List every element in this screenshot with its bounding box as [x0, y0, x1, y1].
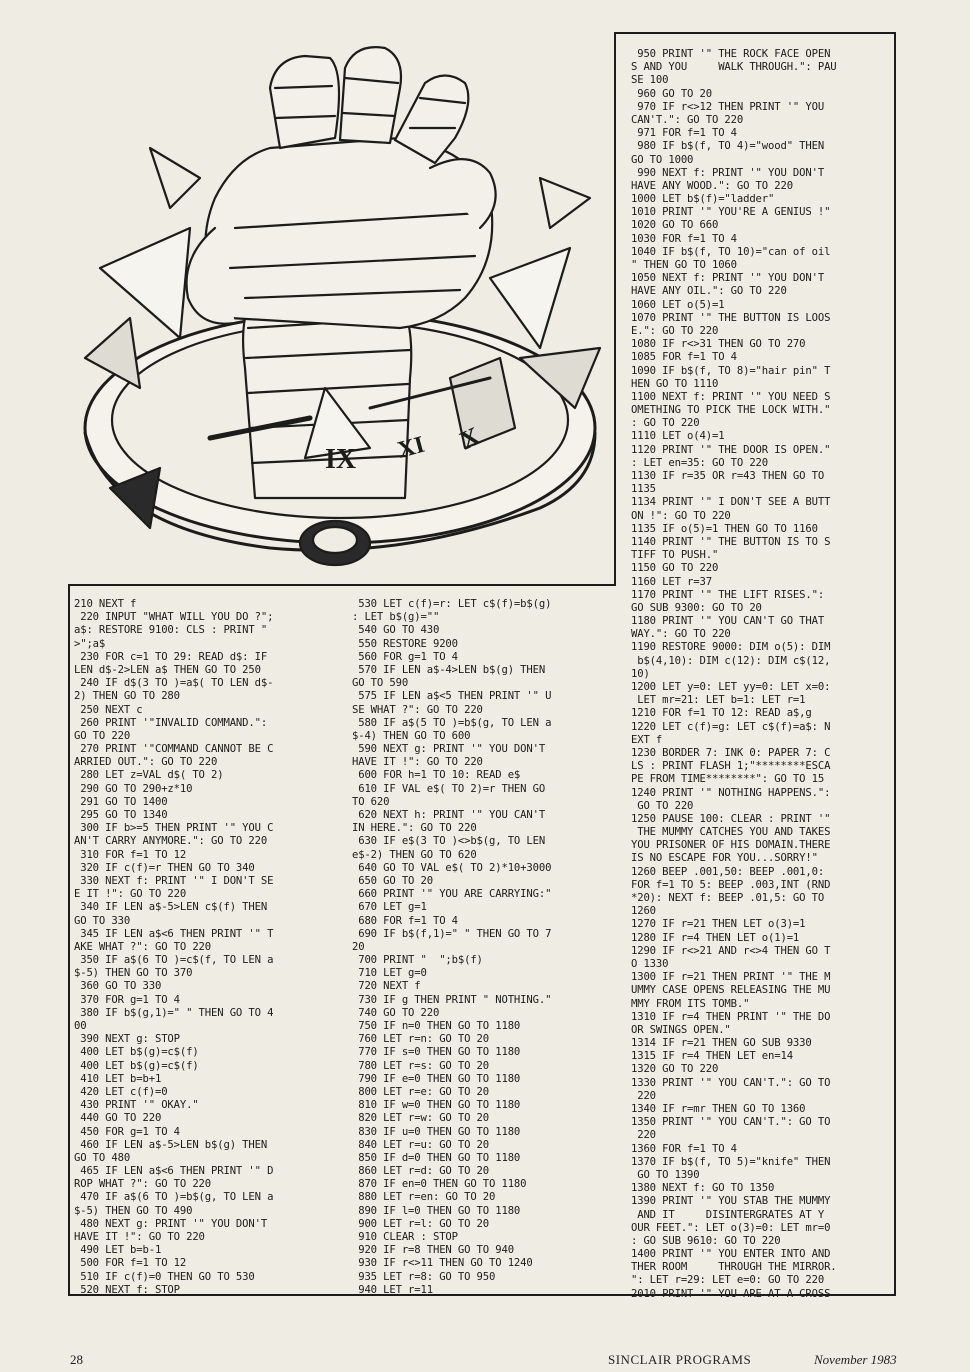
magazine-title: SINCLAIR PROGRAMS	[608, 1352, 752, 1367]
listing-column-middle: 530 LET c(f)=r: LET c$(f)=b$(g) : LET b$(g)="" 540 GO TO 430 550 RESTORE 9200 560 FOR g=1 TO 4 570 IF LEN a$-4>LEN b$(g) THEN GO TO 590 575 IF LEN a$<5 THEN PRINT '" U SE WHAT ?": GO TO 220 580 IF a$(5 TO )=b$(g, TO LEN a $-4) THEN GO TO 600 590 NEXT g: PRINT '" YOU DON'T HAVE IT !": GO TO 220 600 FOR h=1 TO 10: READ e$ 610 IF VAL e$( TO 2)=r THEN GO TO 620 620 NEXT h: PRINT '" YOU CAN'T IN HERE.": GO TO 220 630 IF e$(3 TO )<>b$(g, TO LEN e$-2) THEN GO TO 620 640 GO TO VAL e$( TO 2)*10+3000 650 GO TO 20 660 PRINT '" YOU ARE CARRYING:" 670 LET g=1 680 FOR f=1 TO 4 690 IF b$(f,1)=" " THEN GO TO 7 20 700 PRINT " ";b$(f) 710 LET g=0 720 NEXT f 730 IF g THEN PRINT " NOTHING." 740 GO TO 220 750 IF n=0 THEN GO TO 1180 760 LET r=n: GO TO 20 770 IF s=0 THEN GO TO 1180 780 LET r=s: GO TO 20 790 IF e=0 THEN GO TO 1180 800 LET r=e: GO TO 20 810 IF w=0 THEN GO TO 1180 820 LET r=w: GO TO 20 830 IF u=0 THEN GO TO 1180 840 LET r=u: GO TO 20 850 IF d=0 THEN GO TO 1180 860 LET r=d: GO TO 20 870 IF en=0 THEN GO TO 1180 880 LET r=en: GO TO 20 890 IF l=0 THEN GO TO 1180 900 LET r=l: GO TO 20 910 CLEAR : STOP 920 IF r=8 THEN GO TO 940 930 IF r<>11 THEN GO TO 1240 935 LET r=8: GO TO 950 940 LET r=11	[352, 598, 552, 1296]
numeral-ix: IX	[325, 444, 357, 475]
numeral-xi: XI	[394, 431, 428, 464]
frame-right	[894, 32, 896, 1296]
numeral-x: X	[455, 421, 485, 456]
listing-column-left: 210 NEXT f 220 INPUT "WHAT WILL YOU DO ?"; a$: RESTORE 9100: CLS : PRINT " >";a$ 230 FOR c=1 TO 29: READ d$: IF LEN d$-2>LEN a$ THEN GO TO 250 240 IF d$(3 TO )=a$( TO LEN d$- 2) THEN GO TO 280 250 NEXT c 260 PRINT '"INVALID COMMAND.": GO TO 220 270 PRINT '"COMMAND CANNOT BE C ARRIED OUT.": GO TO 220 280 LET z=VAL d$( TO 2) 290 GO TO 290+z*10 291 GO TO 1400 295 GO TO 1340 300 IF b>=5 THEN PRINT '" YOU C AN'T CARRY ANYMORE.": GO TO 220 310 FOR f=1 TO 12 320 IF c(f)=r THEN GO TO 340 330 NEXT f: PRINT '" I DON'T SE E IT !": GO TO 220 340 IF LEN a$-5>LEN c$(f) THEN GO TO 330 345 IF LEN a$<6 THEN PRINT '" T AKE WHAT ?": GO TO 220 350 IF a$(6 TO )=c$(f, TO LEN a $-5) THEN GO TO 370 360 GO TO 330 370 FOR g=1 TO 4 380 IF b$(g,1)=" " THEN GO TO 4 00 390 NEXT g: STOP 400 LET b$(g)=c$(f) 400 LET b$(g)=c$(f) 410 LET b=b+1 420 LET c(f)=0 430 PRINT '" OKAY." 440 GO TO 220 450 FOR g=1 TO 4 460 IF LEN a$-5>LEN b$(g) THEN GO TO 480 465 IF LEN a$<6 THEN PRINT '" D ROP WHAT ?": GO TO 220 470 IF a$(6 TO )=b$(g, TO LEN a $-5) THEN GO TO 490 480 NEXT g: PRINT '" YOU DON'T HAVE IT !": GO TO 220 490 LET b=b-1 500 FOR f=1 TO 12 510 IF c(f)=0 THEN GO TO 530 520 NEXT f: STOP	[74, 598, 274, 1296]
page-number: 28	[70, 1352, 83, 1367]
mummy-hand-clock-illustration	[70, 28, 610, 588]
frame-left	[68, 584, 70, 1296]
issue-date: November 1983	[814, 1352, 897, 1367]
frame-divider-vertical	[614, 32, 616, 585]
frame-top-right	[614, 32, 896, 34]
frame-divider-horizontal	[68, 584, 616, 586]
listing-column-right: 950 PRINT '" THE ROCK FACE OPEN S AND YOU WALK THROUGH.": PAU SE 100 960 GO TO 20 970 IF r<>12 THEN PRINT '" YOU CAN'T.": GO TO 220 971 FOR f=1 TO 4 980 IF b$(f, TO 4)="wood" THEN GO TO 1000 990 NEXT f: PRINT '" YOU DON'T HAVE ANY WOOD.": GO TO 220 1000 LET b$(f)="ladder" 1010 PRINT '" YOU'RE A GENIUS !" 1020 GO TO 660 1030 FOR f=1 TO 4 1040 IF b$(f, TO 10)="can of oil " THEN GO TO 1060 1050 NEXT f: PRINT '" YOU DON'T HAVE ANY OIL.": GO TO 220 1060 LET o(5)=1 1070 PRINT '" THE BUTTON IS LOOS E.": GO TO 220 1080 IF r<>31 THEN GO TO 270 1085 FOR f=1 TO 4 1090 IF b$(f, TO 8)="hair pin" T HEN GO TO 1110 1100 NEXT f: PRINT '" YOU NEED S OMETHING TO PICK THE LOCK WITH." : GO TO 220 1110 LET o(4)=1 1120 PRINT '" THE DOOR IS OPEN." : LET en=35: GO TO 220 1130 IF r=35 OR r=43 THEN GO TO 1135 1134 PRINT '" I DON'T SEE A BUTT ON !": GO TO 220 1135 IF o(5)=1 THEN GO TO 1160 1140 PRINT '" THE BUTTON IS TO S TIFF TO PUSH." 1150 GO TO 220 1160 LET r=37 1170 PRINT '" THE LIFT RISES.": GO SUB 9300: GO TO 20 1180 PRINT '" YOU CAN'T GO THAT WAY.": GO TO 220 1190 RESTORE 9000: DIM o(5): DIM b$(4,10): DIM c(12): DIM c$(12, 10) 1200 LET y=0: LET yy=0: LET x=0: LET mr=21: LET b=1: LET r=1 1210 FOR f=1 TO 12: READ a$,g 1220 LET c(f)=g: LET c$(f)=a$: N EXT f 1230 BORDER 7: INK 0: PAPER 7: C LS : PRINT FLASH 1;"********ESCA PE FROM TIME********": GO TO 15 1240 PRINT '" NOTHING HAPPENS.": GO TO 220 1250 PAUSE 100: CLEAR : PRINT '" THE MUMMY CATCHES YOU AND TAKES YOU PRISONER OF HIS DOMAIN.THERE IS NO ESCAPE FOR YOU...SORRY!" 1260 BEEP .001,50: BEEP .001,0: FOR f=1 TO 5: BEEP .003,INT (RND *20): NEXT f: BEEP .01,5: GO TO 1260 1270 IF r=21 THEN LET o(3)=1 1280 IF r=4 THEN LET o(1)=1 1290 IF r<>21 AND r<>4 THEN GO T O 1330 1300 IF r=21 THEN PRINT '" THE M UMMY CASE OPENS RELEASING THE MU MMY FROM ITS TOMB." 1310 IF r=4 THEN PRINT '" THE DO OR SWINGS OPEN." 1314 IF r=21 THEN GO SUB 9330 1315 IF r=4 THEN LET en=14 1320 GO TO 220 1330 PRINT '" YOU CAN'T.": GO TO 220 1340 IF r=mr THEN GO TO 1360 1350 PRINT '" YOU CAN'T.": GO TO 220 1360 FOR f=1 TO 4 1370 IF b$(f, TO 5)="knife" THEN GO TO 1390 1380 NEXT f: GO TO 1350 1390 PRINT '" YOU STAB THE MUMMY AND IT DISINTERGRATES AT Y OUR FEET.": LET o(3)=0: LET mr=0 : GO SUB 9610: GO TO 220 1400 PRINT '" YOU ENTER INTO AND THER ROOM THROUGH THE MIRROR. ": LET r=29: LET e=0: GO TO 220 2010 PRINT '" YOU ARE AT A CROSS	[631, 48, 837, 1300]
